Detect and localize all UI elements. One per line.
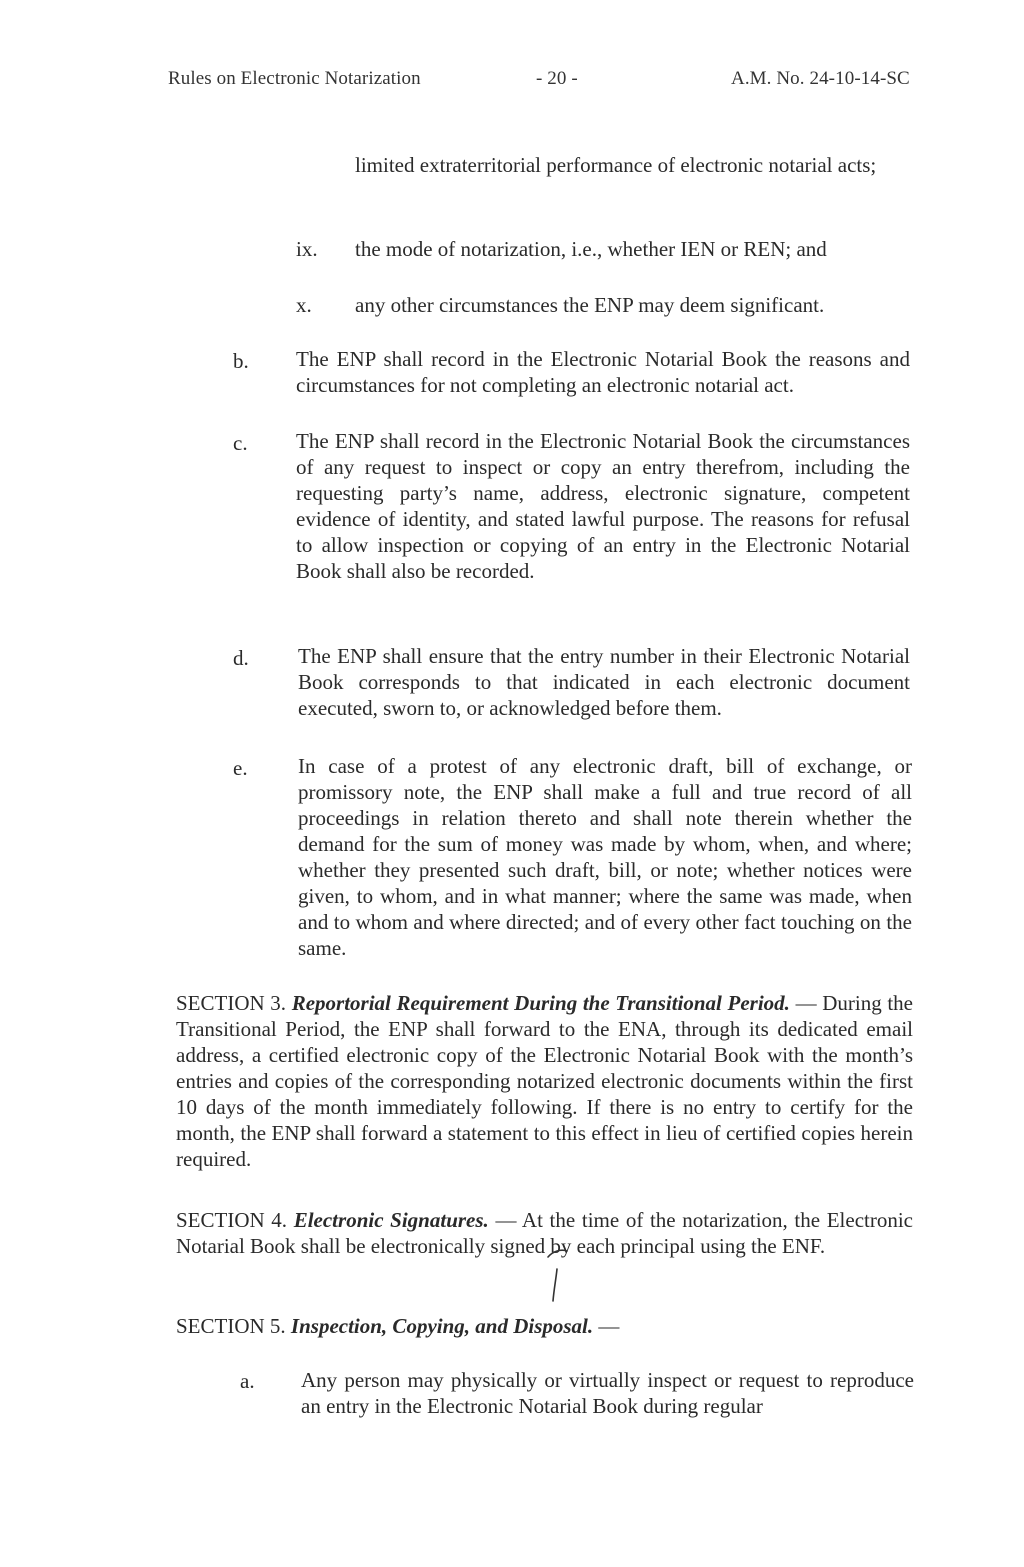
section-4-label: SECTION 4.	[176, 1208, 288, 1232]
section-4-dash: —	[495, 1208, 517, 1232]
section-3-title: Reportorial Requirement During the Transitional Period.	[291, 991, 790, 1015]
item-marker-a: a.	[240, 1369, 255, 1393]
item-text-c: The ENP shall record in the Electronic Notarial Book the circumstances of any request to inspect or copy an entry therefrom, including the requesting party’s name, address, electronic signature, competent evidence of identity, and stated lawful purpose. The reasons for refusal to allow inspection or copying of an entry in the Electronic Notarial Book shall also be recorded.	[296, 429, 910, 583]
document-number: A.M. No. 24-10-14-SC	[731, 68, 910, 89]
item-text-e: In case of a protest of any electronic draft, bill of exchange, or promissory note, the ENP shall make a full and true record of all proceedings in relation thereto and shall note therein whether the demand for the sum of money was made by whom, when, and where; whether they presented such draft, bill, or note; whether notices were given, to whom, and in what manner; where the same was made, when and to whom and where directed; and of every other fact touching on the same.	[298, 754, 912, 960]
section-5-label: SECTION 5.	[176, 1314, 286, 1338]
continuation-text: limited extraterritorial performance of electronic notarial acts;	[355, 153, 877, 177]
item-marker-d: d.	[233, 646, 249, 670]
item-text-x: any other circumstances the ENP may deem significant.	[355, 293, 825, 317]
item-marker-x: x.	[296, 293, 312, 317]
item-marker-c: c.	[233, 431, 248, 455]
section-5-dash: —	[598, 1314, 620, 1338]
item-marker-b: b.	[233, 349, 249, 373]
section-3	[176, 990, 913, 1172]
section-5-title: Inspection, Copying, and Disposal.	[290, 1314, 594, 1338]
item-text-d: The ENP shall ensure that the entry number in their Electronic Notarial Book corresponds to that indicated in each electronic document executed, sworn to, or acknowledged before them.	[298, 644, 910, 720]
section-4-body: At the time of the notarization, the Electronic Notarial Book shall be electronically signed by each principal using the ENF.	[176, 1208, 914, 1258]
item-marker-ix: ix.	[296, 237, 318, 261]
item-text-b: The ENP shall record in the Electronic Notarial Book the reasons and circumstances for not completing an electronic notarial act.	[296, 347, 910, 397]
section-3-body: During the Transitional Period, the ENP shall forward to the ENA, through its dedicated email address, a certified electronic copy of the Electronic Notarial Book with the month’s entries and copies of the corresponding notarized electronic documents within the first 10 days of the month immediately following. If there is no entry to certify for the month, the ENP shall forward a statement to this effect in lieu of certified copies herein required.	[176, 991, 914, 1171]
page-number: - 20 -	[536, 68, 578, 89]
section-5	[176, 1313, 913, 1339]
section-4-title: Electronic Signatures.	[293, 1208, 489, 1232]
item-marker-e: e.	[233, 756, 248, 780]
section-3-dash: —	[795, 991, 817, 1015]
item-text-ix: the mode of notarization, i.e., whether IEN or REN; and	[355, 237, 827, 261]
handwritten-initial-mark	[545, 1247, 575, 1303]
item-text-a: Any person may physically or virtually inspect or request to reproduce an entry in the Electronic Notarial Book during regular	[301, 1368, 914, 1418]
section-3-label: SECTION 3.	[176, 991, 287, 1015]
running-header-title: Rules on Electronic Notarization	[168, 68, 421, 89]
